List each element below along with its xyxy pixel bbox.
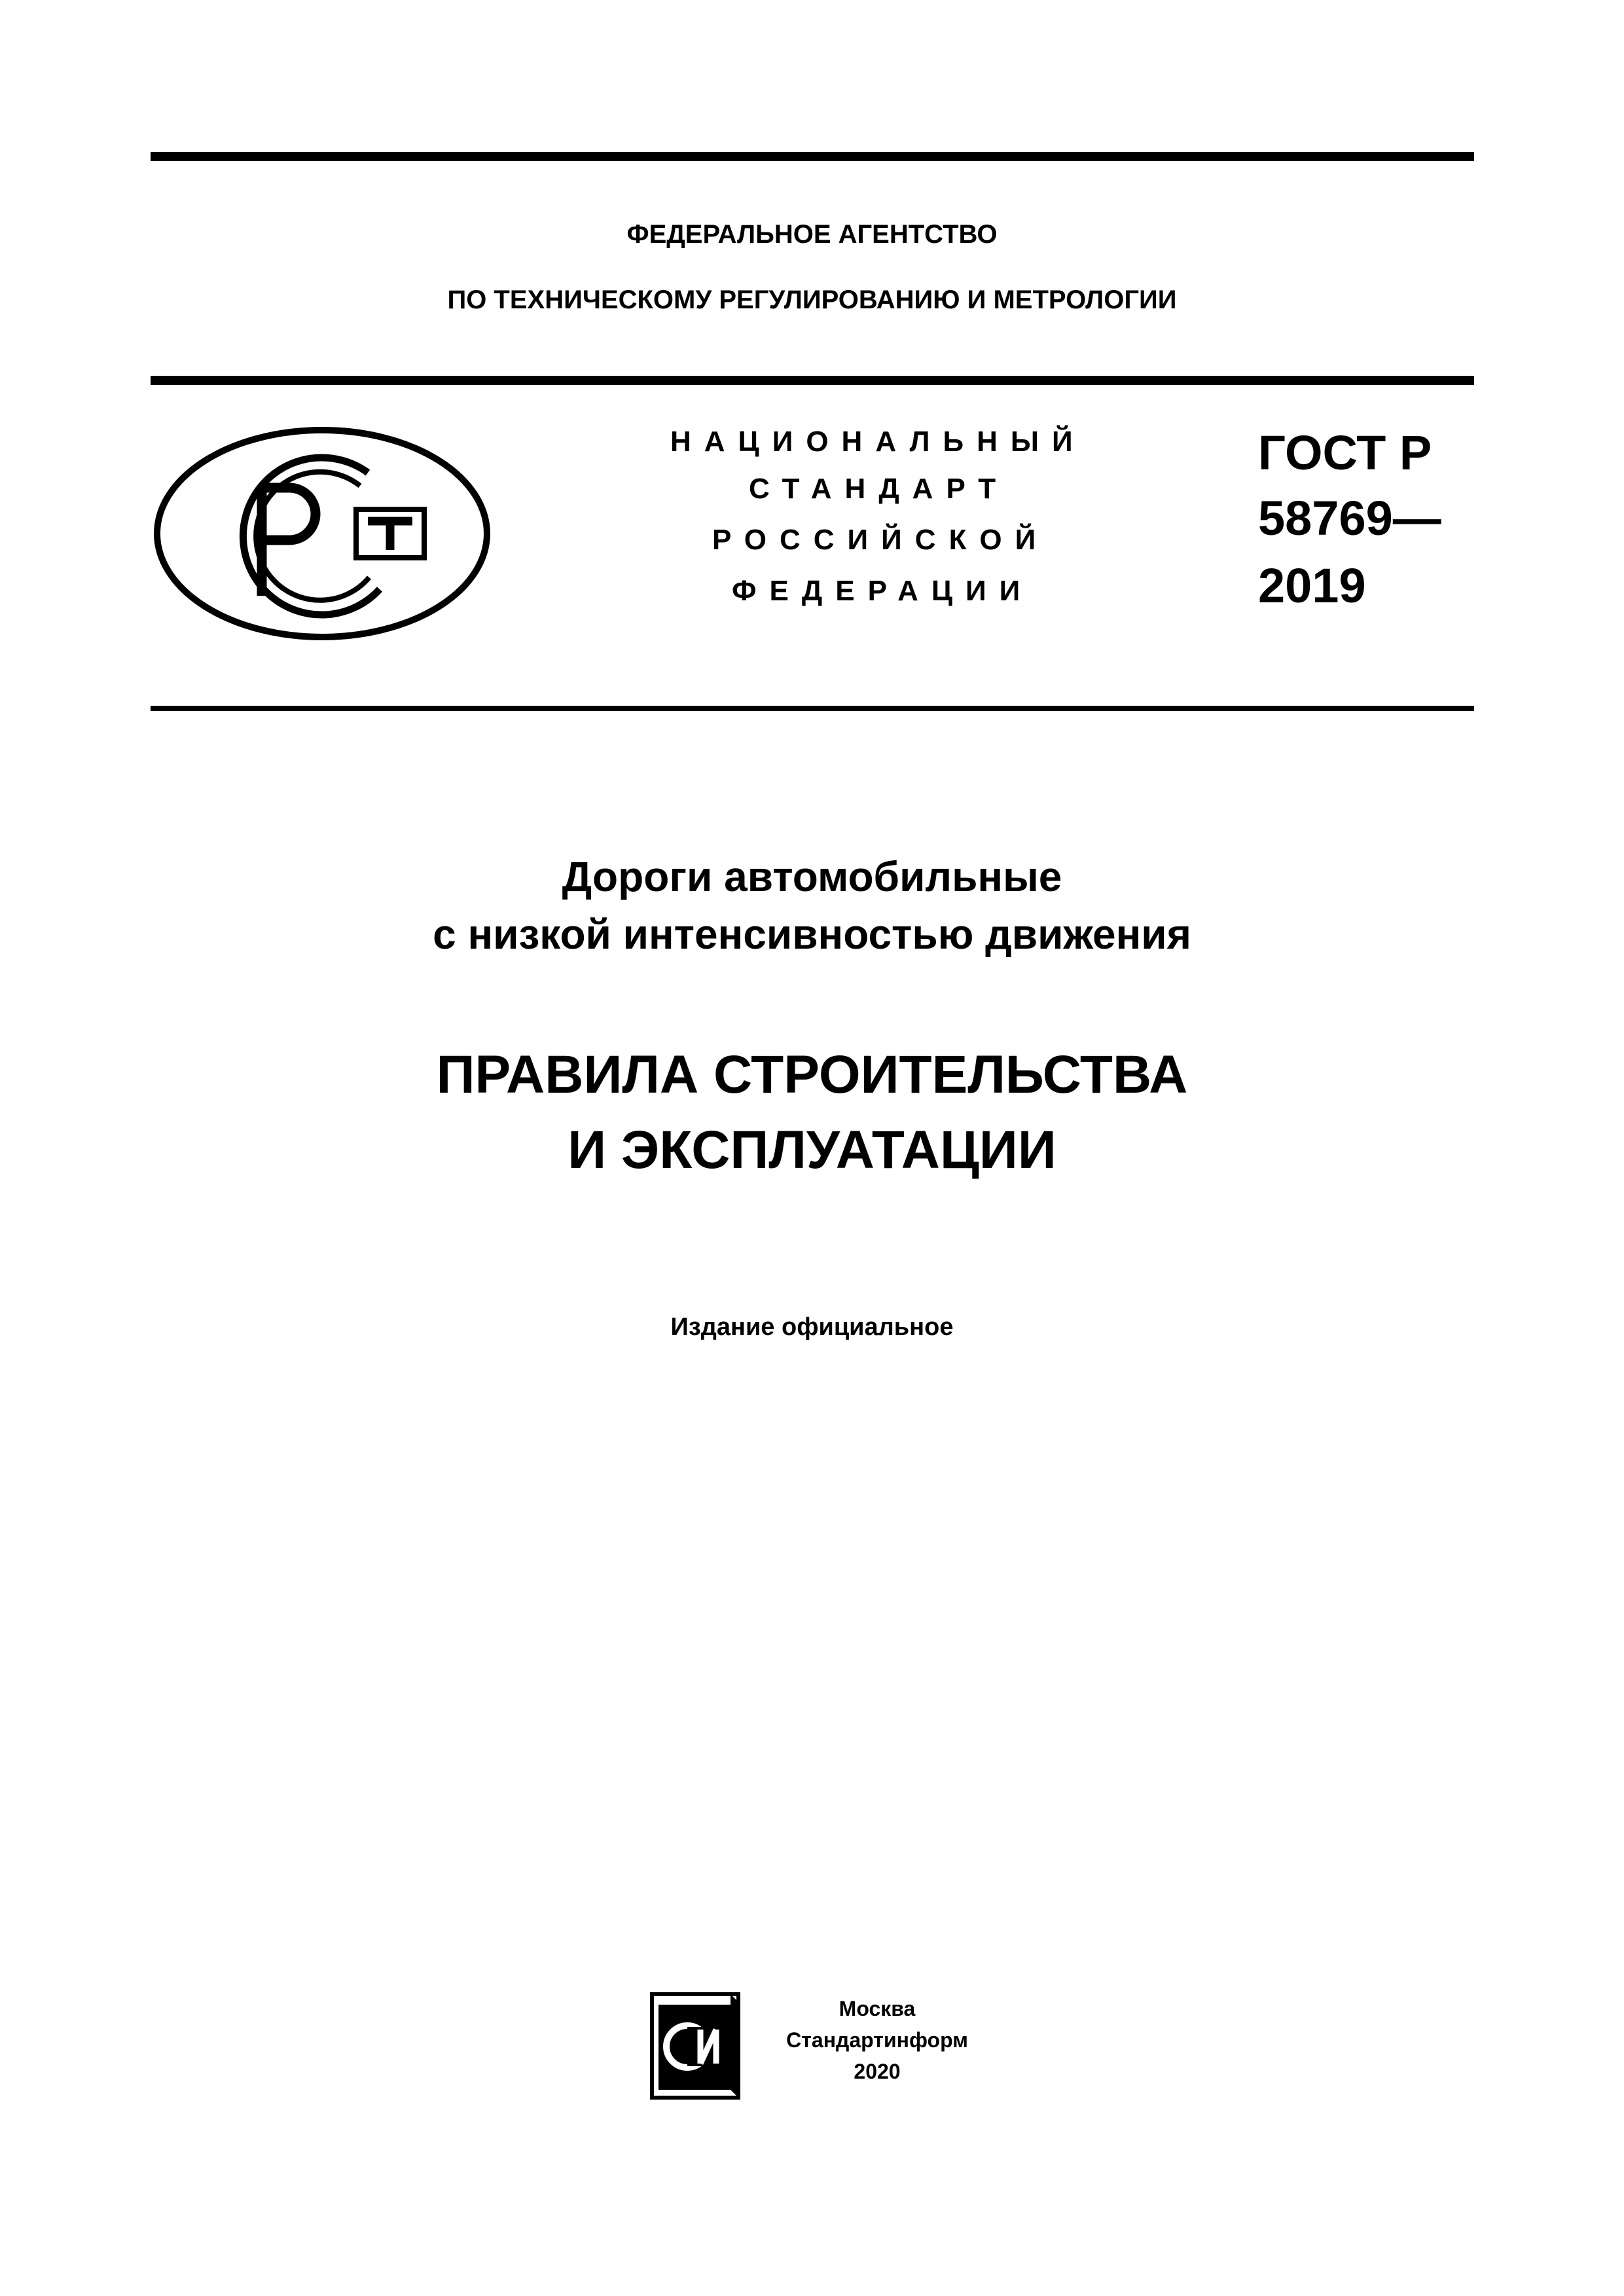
standartinform-logo-icon (648, 1990, 746, 2102)
document-subtitle-line-2: И ЭКСПЛУАТАЦИИ (568, 1120, 1056, 1180)
designation-rule (151, 706, 1474, 711)
national-standard-line-2: СТАНДАРТ (749, 473, 1009, 505)
national-standard-line-4: ФЕДЕРАЦИИ (732, 575, 1034, 607)
agency-line-2: ПО ТЕХНИЧЕСКОМУ РЕГУЛИРОВАНИЮ И МЕТРОЛОГИИ (447, 285, 1177, 314)
national-standard-line-1: НАЦИОНАЛЬНЫЙ (670, 426, 1086, 458)
publication-year: 2020 (854, 2060, 901, 2083)
rst-gost-logo-icon (152, 426, 492, 642)
top-rule (151, 152, 1474, 161)
agency-line-1: ФЕДЕРАЛЬНОЕ АГЕНТСТВО (626, 220, 998, 249)
gost-designation-line-3: 2019 (1258, 558, 1366, 613)
publisher-name: Стандартинформ (786, 2028, 968, 2052)
national-standard-line-3: РОССИЙСКОЙ (712, 524, 1049, 556)
document-title-line-2: с низкой интенсивностью движения (433, 911, 1191, 958)
publisher-city: Москва (839, 1997, 916, 2020)
document-title-line-1: Дороги автомобильные (562, 853, 1062, 900)
header-rule (151, 376, 1474, 385)
gost-designation-line-2: 58769— (1258, 491, 1441, 545)
gost-designation-line-1: ГОСТ Р (1258, 426, 1432, 480)
document-subtitle-line-1: ПРАВИЛА СТРОИТЕЛЬСТВА (436, 1045, 1188, 1104)
edition-label: Издание официальное (670, 1313, 954, 1341)
